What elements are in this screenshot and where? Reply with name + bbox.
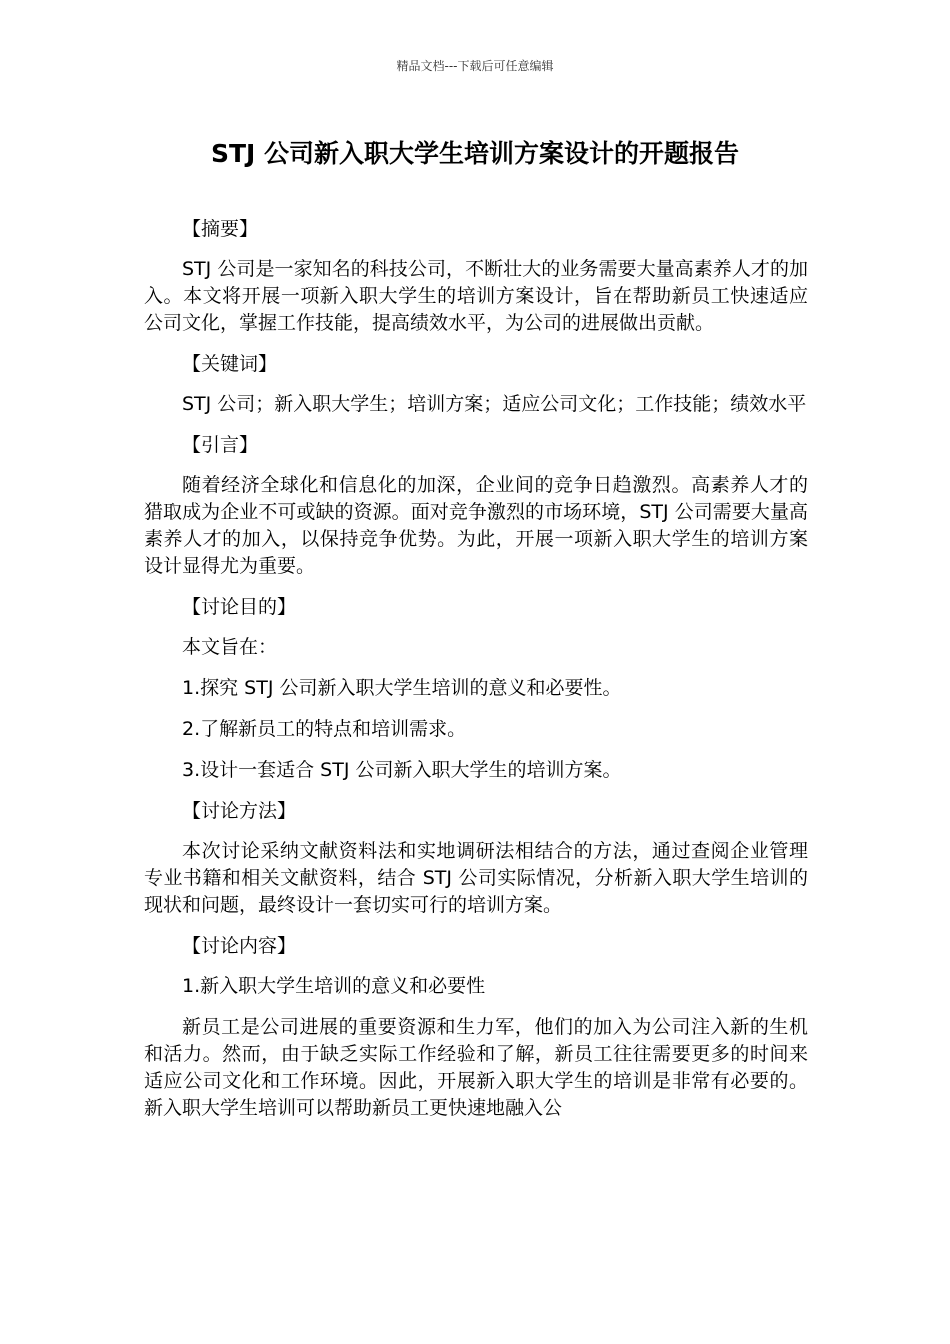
paragraph-method: 本次讨论采纳文献资料法和实地调研法相结合的方法，通过查阅企业管理专业书籍和相关文献资料，结合 STJ 公司实际情况，分析新入职大学生培训的现状和问题，最终设计一套切实可行的培训方案。 [144, 840, 808, 916]
document-title: STJ 公司新入职大学生培训方案设计的开题报告 [210, 139, 740, 168]
section-heading-abstract: 【摘要】 [182, 218, 259, 240]
document-body [144, 216, 808, 1136]
section-heading-keywords: 【关键词】 [182, 353, 278, 375]
subsection-heading-significance: 1.新入职大学生培训的意义和必要性 [182, 975, 486, 997]
section-heading-method: 【讨论方法】 [182, 800, 297, 822]
paragraph-purpose-intro: 本文旨在： [182, 636, 278, 658]
paragraph-abstract: STJ 公司是一家知名的科技公司，不断壮大的业务需要大量高素养人才的加入。本文将开展一项新入职大学生的培训方案设计，旨在帮助新员工快速适应公司文化，掌握工作技能，提高绩效水平，为公司的进展做出贡献。 [144, 258, 808, 334]
paragraph-keywords: STJ 公司；新入职大学生；培训方案；适应公司文化；工作技能；绩效水平 [182, 393, 807, 415]
paragraph-introduction: 随着经济全球化和信息化的加深，企业间的竞争日趋激烈。高素养人才的猎取成为企业不可或缺的资源。面对竞争激烈的市场环境，STJ 公司需要大量高素养人才的加入，以保持竞争优势。为此，开展一项新入职大学生的培训方案设计显得尤为重要。 [144, 474, 808, 577]
section-heading-purpose: 【讨论目的】 [182, 596, 297, 618]
header-note: 精品文档---下载后可任意编辑 [396, 59, 554, 73]
list-item-purpose-2: 2.了解新员工的特点和培训需求。 [182, 718, 467, 740]
paragraph-significance: 新员工是公司进展的重要资源和生力军，他们的加入为公司注入新的生机和活力。然而，由于缺乏实际工作经验和了解，新员工往往需要更多的时间来适应公司文化和工作环境。因此，开展新入职大学生的培训是非常有必要的。新入职大学生培训可以帮助新员工更快速地融入公 [144, 1016, 808, 1119]
list-item-purpose-3: 3.设计一套适合 STJ 公司新入职大学生的培训方案。 [182, 759, 622, 781]
section-heading-introduction: 【引言】 [182, 434, 259, 456]
section-heading-content: 【讨论内容】 [182, 935, 297, 957]
list-item-purpose-1: 1.探究 STJ 公司新入职大学生培训的意义和必要性。 [182, 677, 622, 699]
